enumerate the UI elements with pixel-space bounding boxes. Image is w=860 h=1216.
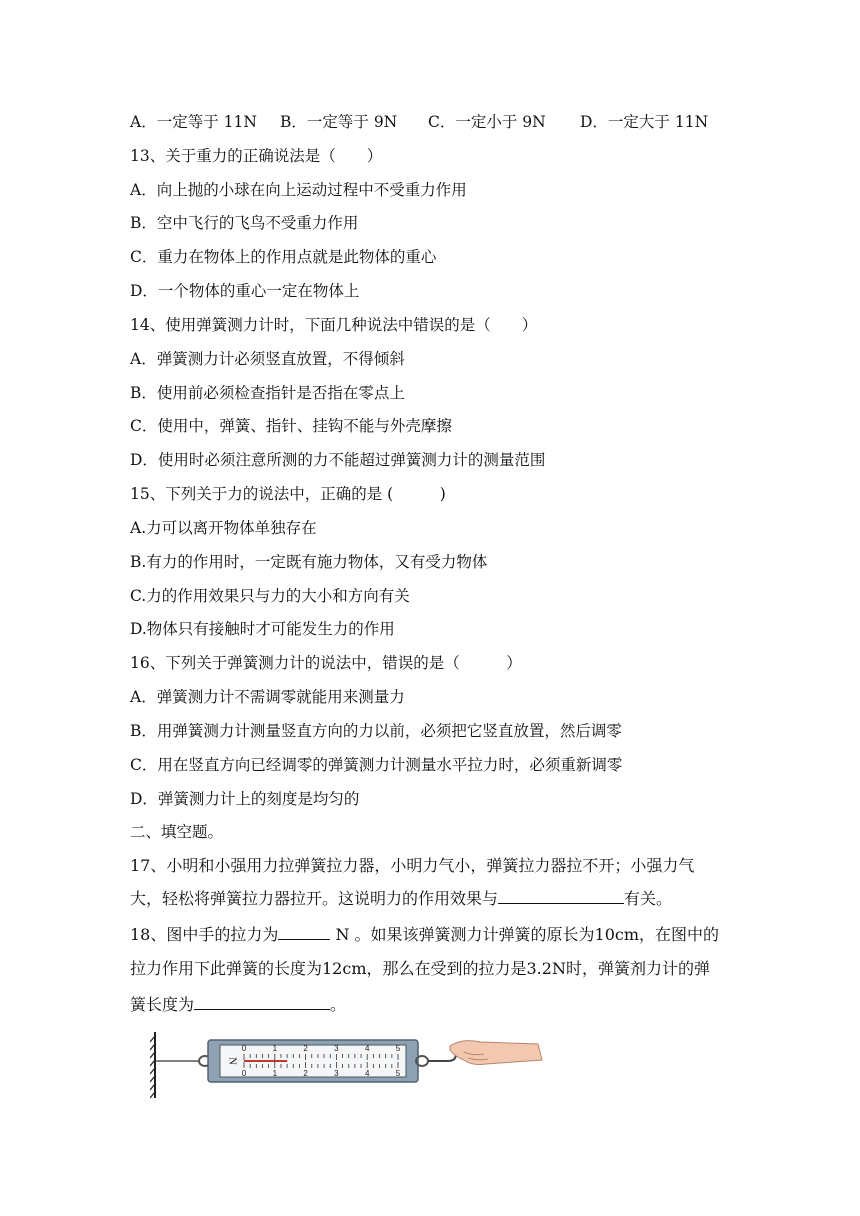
- q14-stem: 14、使用弹簧测力计时，下面几种说法中错误的是（ ）: [130, 316, 538, 334]
- q18-text-b: N 。如果该弹簧测力计弹簧的原长为10cm，在图中的: [330, 925, 720, 944]
- q16-option-d: D．弹簧测力计上的刻度是均匀的: [130, 790, 360, 808]
- q18-text-c: 簧长度为: [130, 995, 195, 1014]
- q14-option-c: C．使用中，弹簧、指针、挂钩不能与外壳摩擦: [130, 417, 452, 435]
- scale-label-top: 5: [395, 1044, 401, 1053]
- q13-option-b: B．空中飞行的飞鸟不受重力作用: [130, 214, 359, 232]
- hand-icon: [450, 1041, 542, 1065]
- q15-option-c: C.力的作用效果只与力的大小和方向有关: [130, 587, 410, 605]
- q15-stem: 15、下列关于力的说法中，正确的是 ( ): [130, 485, 446, 503]
- scale-label-bottom: 3: [334, 1069, 339, 1078]
- spring-scale-figure: [150, 1030, 550, 1100]
- q13-option-a: A．向上抛的小球在向上运动过程中不受重力作用: [130, 181, 467, 199]
- q17-text-a: 大，轻松将弹簧拉力器拉开。这说明力的作用效果与: [130, 889, 499, 908]
- q15-option-a: A.力可以离开物体单独存在: [130, 519, 317, 537]
- q18-text-a: 18、图中手的拉力为: [130, 925, 279, 944]
- section-fill-in-title: 二、填空题。: [130, 823, 224, 841]
- q18-length-blank[interactable]: [194, 993, 330, 1010]
- q18-line-3: [130, 993, 346, 1016]
- q15-option-b: B.有力的作用时，一定既有施力物体，又有受力物体: [130, 553, 488, 571]
- q14-option-d: D．使用时必须注意所测的力不能超过弹簧测力计的测量范围: [130, 451, 546, 469]
- q18-line-2: 拉力作用下此弹簧的长度为12cm，那么在受到的拉力是3.2N时，弹簧剂力计的弹: [130, 959, 710, 978]
- q12-option-c: C．一定小于 9N: [428, 113, 546, 131]
- q12-options: [130, 111, 708, 133]
- q15-option-d: D.物体只有接触时才可能发生力的作用: [130, 620, 395, 638]
- q16-option-c: C．用在竖直方向已经调零的弹簧测力计测量水平拉力时，必须重新调零: [130, 756, 623, 774]
- scale-label-bottom: 2: [303, 1069, 308, 1078]
- q17-line-2: [130, 887, 672, 910]
- scale-label-top: 1: [272, 1044, 278, 1053]
- scale-label-top: 4: [364, 1044, 370, 1053]
- q17-answer-blank[interactable]: [498, 887, 624, 904]
- q14-option-b: B．使用前必须检查指针是否指在零点上: [130, 384, 405, 402]
- q18-text-d: 。: [330, 995, 347, 1014]
- q16-option-a: A．弹簧测力计不需调零就能用来测量力: [130, 688, 405, 706]
- q16-option-b: B．用弹簧测力计测量竖直方向的力以前，必须把它竖直放置，然后调零: [130, 722, 622, 740]
- q17-text-b: 有关。: [624, 889, 673, 908]
- q13-option-c: C．重力在物体上的作用点就是此物体的重心: [130, 248, 437, 266]
- q14-option-a: A．弹簧测力计必须竖直放置，不得倾斜: [130, 350, 405, 368]
- scale-label-bottom: 4: [364, 1069, 370, 1078]
- q16-stem: 16、下列关于弹簧测力计的说法中，错误的是（ ）: [130, 654, 522, 672]
- q17-line-1: 17、小明和小强用力拉弹簧拉力器，小明力气小，弹簧拉力器拉不开；小强力气: [130, 856, 695, 875]
- scale-label-top: 2: [303, 1044, 308, 1053]
- q12-option-b: B．一定等于 9N: [280, 113, 398, 131]
- q13-option-d: D．一个物体的重心一定在物体上: [130, 282, 360, 300]
- scale-label-bottom: 1: [272, 1069, 278, 1078]
- q12-option-a: A．一定等于 11N: [130, 113, 257, 131]
- scale-label-top: 3: [334, 1044, 339, 1053]
- q13-stem: 13、关于重力的正确说法是（ ）: [130, 147, 383, 165]
- q18-line-1: [130, 923, 719, 946]
- wall-icon: [150, 1032, 155, 1098]
- scale-label-bottom: 0: [241, 1069, 247, 1078]
- unit-label: N: [226, 1057, 239, 1065]
- scale-label-bottom: 5: [395, 1069, 401, 1078]
- scale-label-top: 0: [241, 1044, 247, 1053]
- q12-option-d: D．一定大于 11N: [580, 113, 709, 131]
- q18-force-blank[interactable]: [278, 923, 330, 940]
